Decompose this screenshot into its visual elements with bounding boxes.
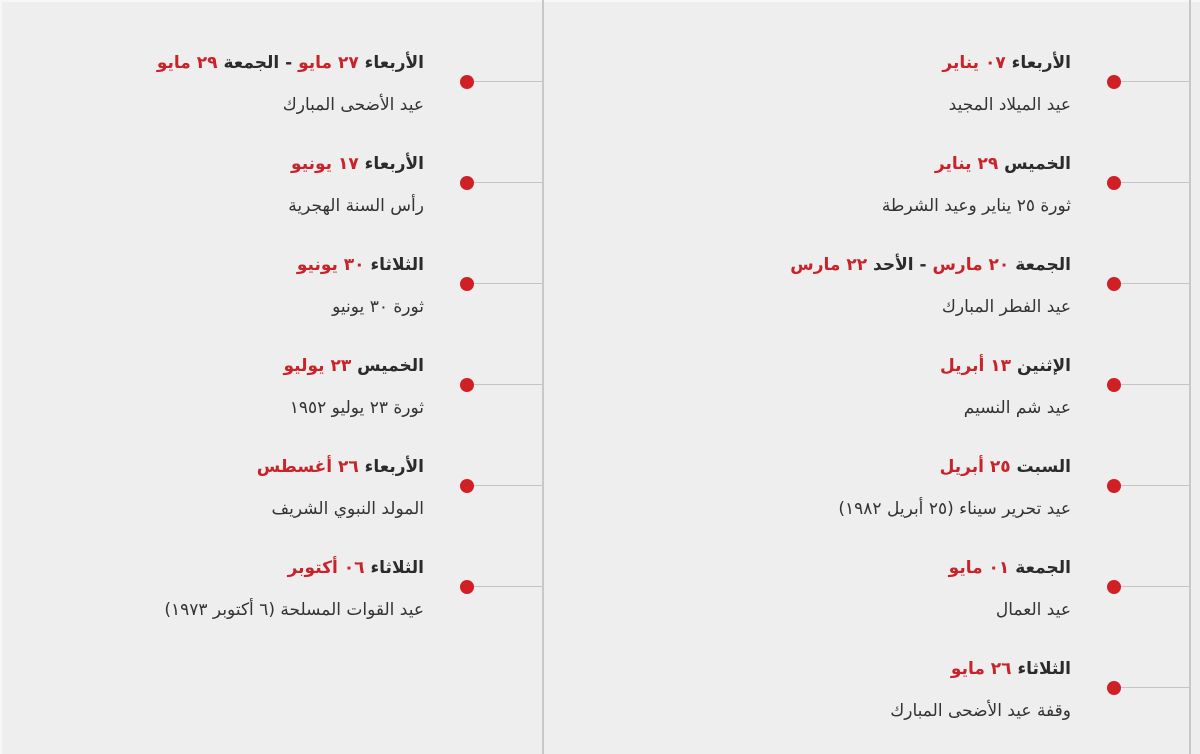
holiday-date <box>288 151 424 177</box>
holiday-item <box>543 101 1191 216</box>
date-value: ١٧ يونيو <box>291 154 359 174</box>
holiday-date <box>949 555 1071 581</box>
holiday-name: عيد العمال <box>995 600 1071 620</box>
timeline-connector <box>467 81 542 82</box>
date-value: ٢٥ أبريل <box>939 457 1011 477</box>
holiday-item <box>0 0 544 115</box>
date-value: ٢٦ مايو <box>950 659 1012 679</box>
date-value: ١٣ أبريل <box>940 356 1012 376</box>
timeline-connector <box>1114 485 1189 486</box>
timeline-dot-icon <box>460 277 474 291</box>
date-value: ٠٧ يناير <box>942 53 1006 73</box>
day-name: الخميس <box>357 356 424 376</box>
holiday-item <box>0 505 544 620</box>
timeline-dot-icon <box>1107 378 1121 392</box>
timeline-dot-icon <box>1107 681 1121 695</box>
timeline-connector <box>467 485 542 486</box>
day-name: الجمعة <box>1015 558 1071 578</box>
timeline-dot-icon <box>1107 75 1121 89</box>
day-name: الأربعاء <box>364 154 424 174</box>
day-name: الثلاثاء <box>370 255 424 275</box>
holiday-item <box>0 404 544 519</box>
timeline-connector <box>467 283 542 284</box>
holiday-date <box>882 151 1071 177</box>
timeline-connector <box>1114 687 1189 688</box>
holiday-date <box>942 50 1071 76</box>
holiday-name: عيد القوات المسلحة (٦ أكتوبر ١٩٧٣) <box>164 600 424 620</box>
timeline-connector <box>1114 81 1189 82</box>
timeline-dot-icon <box>460 75 474 89</box>
timeline-connector <box>1114 586 1189 587</box>
timeline-dot-icon <box>1107 479 1121 493</box>
holiday-text <box>890 656 1071 724</box>
date-value: ٢٣ يوليو <box>283 356 352 376</box>
timeline-connector <box>1114 283 1189 284</box>
date-value: ٢٩ مايو <box>156 53 218 73</box>
holiday-date-range <box>157 50 424 76</box>
date-value: ٠١ مايو <box>948 558 1010 578</box>
date-value: ٢٩ يناير <box>934 154 999 174</box>
timeline-dot-icon <box>1107 277 1121 291</box>
day-name: الإثنين <box>1016 356 1071 376</box>
holiday-date-range <box>790 252 1071 278</box>
holiday-name: عيد الميلاد المجيد <box>948 95 1071 115</box>
timeline-dot-icon <box>1107 580 1121 594</box>
day-name: الخميس <box>1004 154 1071 174</box>
day-name: الأربعاء <box>1011 53 1071 73</box>
holiday-item <box>0 101 544 216</box>
timeline-connector <box>1114 182 1189 183</box>
holiday-name: عيد تحرير سيناء (٢٥ أبريل ١٩٨٢) <box>838 499 1071 519</box>
date-value: ٢٢ مارس <box>790 255 868 275</box>
holiday-item <box>0 202 544 317</box>
holiday-name: عيد الفطر المبارك <box>941 297 1071 317</box>
holiday-name: وقفة عيد الأضحى المبارك <box>890 701 1071 721</box>
holiday-item <box>0 303 544 418</box>
holiday-timeline-right <box>543 0 1191 754</box>
timeline-dot-icon <box>460 580 474 594</box>
holiday-item <box>543 404 1191 519</box>
holiday-name: عيد الأضحى المبارك <box>282 95 424 115</box>
holiday-name: عيد شم النسيم <box>963 398 1071 418</box>
holiday-date <box>940 353 1071 379</box>
holiday-item <box>543 606 1191 721</box>
timeline-connector <box>1114 384 1189 385</box>
holiday-date <box>284 353 424 379</box>
timeline-dot-icon <box>1107 176 1121 190</box>
date-value: ٢٠ مارس <box>932 255 1010 275</box>
holiday-name: ثورة ٢٣ يوليو ١٩٥٢ <box>289 398 424 418</box>
timeline-connector <box>467 384 542 385</box>
holiday-date <box>297 252 424 278</box>
day-name: الجمعة <box>223 53 280 73</box>
holiday-timeline-left <box>0 0 544 754</box>
day-name: الأربعاء <box>364 53 424 73</box>
holiday-item <box>543 0 1191 115</box>
timeline-connector <box>467 586 542 587</box>
timeline-connector <box>467 182 542 183</box>
timeline-dot-icon <box>460 479 474 493</box>
holiday-name: ثورة ٢٥ يناير وعيد الشرطة <box>881 196 1071 216</box>
day-name: الثلاثاء <box>1017 659 1071 679</box>
timeline-dot-icon <box>460 176 474 190</box>
holiday-name: المولد النبوي الشريف <box>271 499 424 519</box>
day-name: الجمعة <box>1015 255 1071 275</box>
holiday-date <box>838 454 1071 480</box>
holiday-name: رأس السنة الهجرية <box>288 196 424 216</box>
range-separator: - <box>913 255 933 275</box>
date-value: ٣٠ يونيو <box>296 255 365 275</box>
holiday-date <box>890 656 1071 682</box>
date-value: ٢٦ أغسطس <box>256 457 359 477</box>
holiday-name: ثورة ٣٠ يونيو <box>332 297 424 317</box>
day-name: الأربعاء <box>364 457 424 477</box>
timeline-dot-icon <box>460 378 474 392</box>
holiday-date <box>164 555 424 581</box>
day-name: السبت <box>1016 457 1071 477</box>
date-value: ٠٦ أكتوبر <box>287 558 365 578</box>
holiday-item <box>543 303 1191 418</box>
day-name: الأحد <box>873 255 914 275</box>
day-name: الثلاثاء <box>370 558 424 578</box>
holiday-text <box>164 555 424 623</box>
holiday-date <box>257 454 424 480</box>
holiday-item <box>543 505 1191 620</box>
date-value: ٢٧ مايو <box>298 53 359 73</box>
holiday-item <box>543 202 1191 317</box>
range-separator: - <box>279 53 299 73</box>
